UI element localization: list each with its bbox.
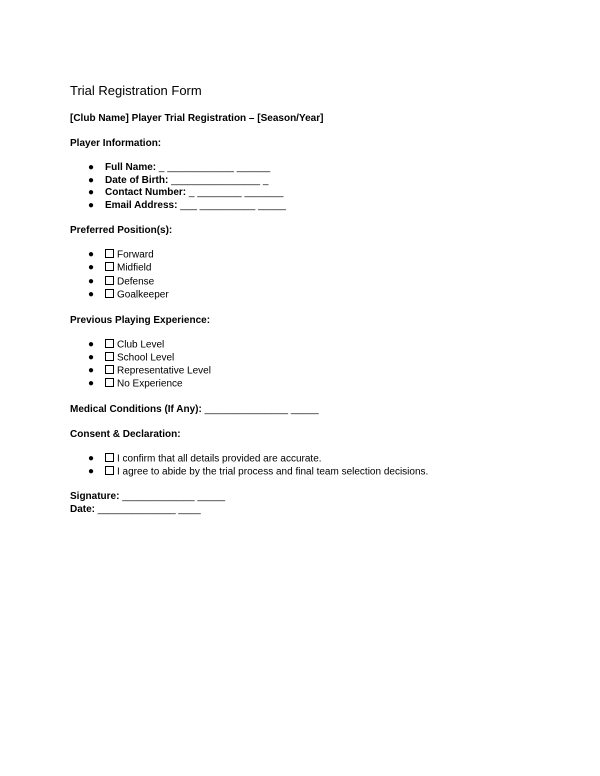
list-item: [70, 453, 570, 466]
bullet-icon: ●: [88, 378, 95, 390]
bullet-icon: ●: [88, 162, 95, 173]
medical-conditions-blank[interactable]: _______________ _____: [204, 404, 319, 416]
bullet-icon: ●: [88, 174, 95, 186]
list-item: [70, 249, 570, 262]
signature-field: [70, 491, 570, 504]
medical-conditions-field: [70, 403, 570, 416]
list-item: [70, 378, 570, 391]
agree-trial-checkbox[interactable]: [105, 466, 114, 475]
defense-checkbox[interactable]: [105, 276, 114, 285]
representative-level-checkbox[interactable]: [105, 365, 114, 374]
date-blank[interactable]: ______________ ____: [97, 503, 201, 515]
bullet-icon: ●: [88, 338, 95, 350]
consent-heading: Consent & Declaration:: [70, 429, 181, 441]
no-experience-checkbox[interactable]: [105, 378, 114, 387]
bullet-icon: ●: [88, 466, 95, 478]
player-info-list: [70, 162, 570, 212]
confirm-details-label: I confirm that all details provided are accurate.: [117, 453, 322, 465]
full-name-label: Full Name:: [105, 162, 157, 173]
date-label: Date:: [70, 503, 96, 515]
list-item: [70, 466, 570, 479]
no-experience-label: No Experience: [117, 378, 183, 390]
positions-list: [70, 249, 570, 301]
bullet-icon: ●: [88, 351, 95, 363]
page-title: Trial Registration Form: [70, 83, 202, 98]
contact-number-label: Contact Number:: [105, 187, 187, 199]
forward-label: Forward: [117, 249, 154, 261]
player-info-heading: Player Information:: [70, 138, 162, 149]
goalkeeper-checkbox[interactable]: [105, 289, 114, 298]
list-item: [70, 276, 570, 289]
list-item: [70, 187, 570, 200]
forward-checkbox[interactable]: [105, 249, 114, 258]
list-item: [70, 352, 570, 365]
club-level-label: Club Level: [117, 339, 165, 351]
bullet-icon: ●: [88, 249, 95, 261]
goalkeeper-label: Goalkeeper: [117, 289, 169, 301]
list-item: [70, 175, 570, 188]
date-field: [70, 504, 570, 517]
document-page: [70, 82, 570, 517]
list-item: [70, 339, 570, 352]
list-item: [70, 365, 570, 378]
email-address-blank[interactable]: ___ __________ _____: [180, 199, 286, 211]
bullet-icon: ●: [88, 453, 95, 465]
representative-level-label: Representative Level: [117, 365, 211, 377]
list-item: [70, 162, 570, 175]
email-address-label: Email Address:: [105, 199, 178, 211]
agree-trial-label: I agree to abide by the trial process and final team selection decisions.: [117, 466, 429, 478]
form-subtitle: [Club Name] Player Trial Registration – [Season/Year]: [70, 113, 324, 124]
bullet-icon: ●: [88, 187, 95, 199]
signature-blank[interactable]: _____________ _____: [122, 491, 226, 503]
positions-heading: Preferred Position(s):: [70, 225, 173, 237]
midfield-checkbox[interactable]: [105, 262, 114, 271]
medical-conditions-label: Medical Conditions (If Any):: [70, 404, 202, 416]
school-level-checkbox[interactable]: [105, 352, 114, 361]
date-of-birth-label: Date of Birth:: [105, 174, 169, 186]
signature-label: Signature:: [70, 491, 120, 503]
confirm-details-checkbox[interactable]: [105, 453, 114, 462]
bullet-icon: ●: [88, 262, 95, 274]
experience-list: [70, 339, 570, 391]
bullet-icon: ●: [88, 364, 95, 376]
defense-label: Defense: [117, 276, 155, 288]
school-level-label: School Level: [117, 352, 175, 364]
date-of-birth-blank[interactable]: ________________ _: [171, 174, 269, 186]
list-item: [70, 289, 570, 302]
consent-list: [70, 453, 570, 479]
bullet-icon: ●: [88, 199, 95, 211]
bullet-icon: ●: [88, 275, 95, 287]
bullet-icon: ●: [88, 288, 95, 300]
midfield-label: Midfield: [117, 262, 152, 274]
experience-heading: Previous Playing Experience:: [70, 314, 211, 326]
list-item: [70, 262, 570, 275]
club-level-checkbox[interactable]: [105, 339, 114, 348]
full-name-blank[interactable]: _ ____________ ______: [158, 162, 271, 173]
list-item: [70, 200, 570, 213]
contact-number-blank[interactable]: _ ________ _______: [188, 187, 284, 199]
